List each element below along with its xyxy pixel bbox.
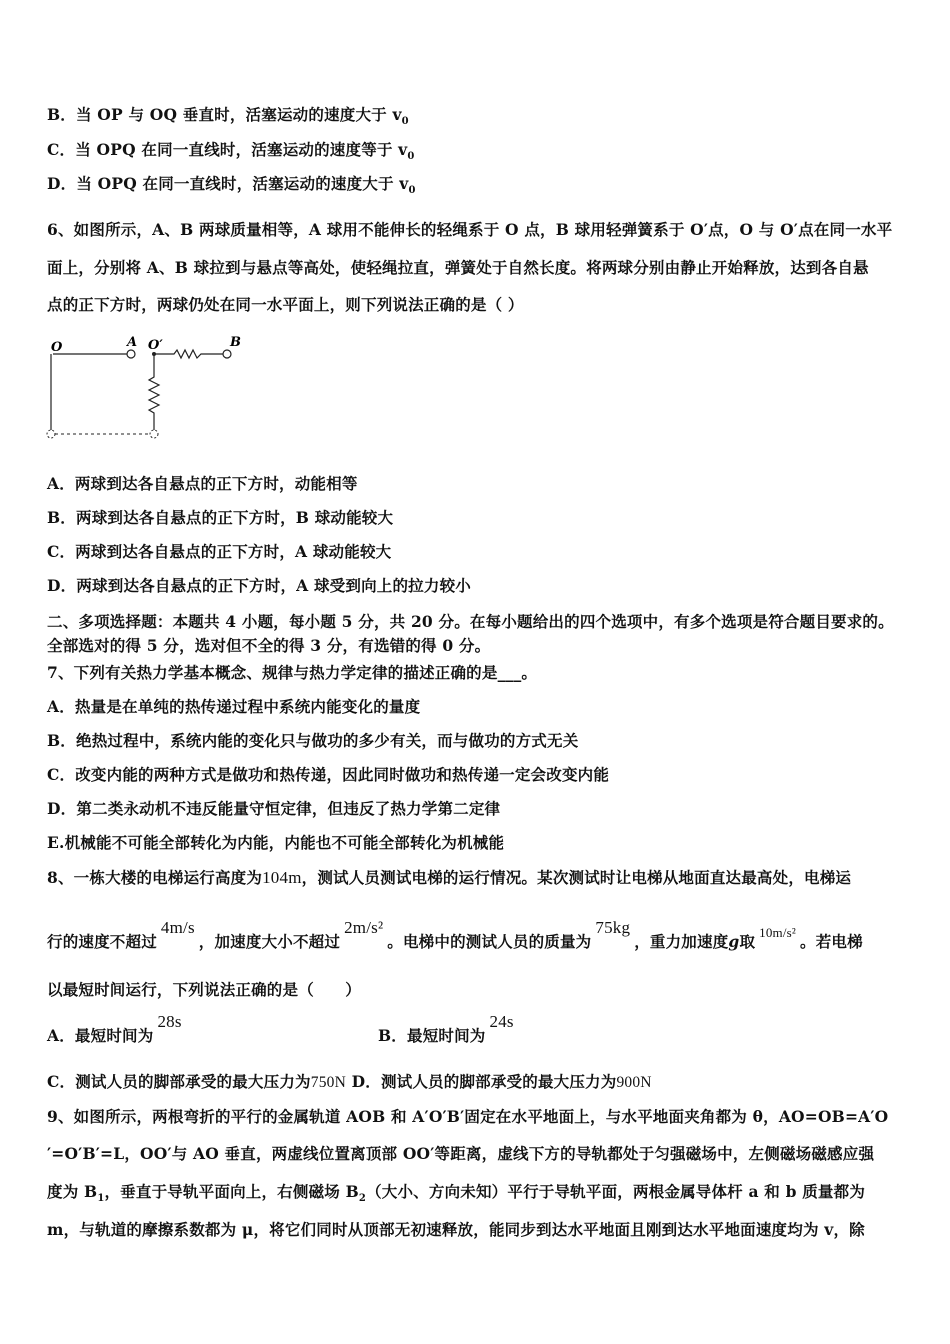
q8-option-a-value: 28s xyxy=(157,1012,182,1031)
ball-b xyxy=(223,350,231,358)
label-a: A xyxy=(127,335,138,350)
q9-line2: ′=O′B′=L，OO′与 AO 垂直，两虚线位置离顶部 OO′等距离，虚线下方的导轨都处于匀强磁场中，左侧磁场磁感应强 xyxy=(47,1144,875,1163)
q5-option-d: D．当 OPQ 在同一直线时，活塞运动的速度大于 $v_0$ xyxy=(47,174,416,197)
q8-line1: 8、一栋大楼的电梯运行高度为104m，测试人员测试电梯的运行情况。某次测试时让电梯从地面直达最高处，电梯运 xyxy=(47,868,852,887)
q6-option-b: B．两球到达各自悬点的正下方时，B 球动能较大 xyxy=(47,508,394,527)
q7-option-c: C．改变内能的两种方式是做功和热传递，因此同时做功和热传递一定会改变内能 xyxy=(47,765,610,784)
q9-line4: m，与轨道的摩擦系数都为 μ，将它们同时从顶部无初速释放，能同步到达水平地面且刚到达水平地面速度均为 v，除 xyxy=(47,1220,865,1239)
ball-a-final xyxy=(47,430,55,438)
ball-b-final xyxy=(150,430,158,438)
q6-stem-line3: 点的正下方时，两球仍处在同一水平面上，则下列说法正确的是（ ） xyxy=(47,295,524,314)
section2-line2: 全部选对的得 5 分，选对但不全的得 3 分，有选错的得 0 分。 xyxy=(47,636,491,655)
q6-option-a: A．两球到达各自悬点的正下方时，动能相等 xyxy=(47,474,358,493)
q8-option-c-value: 750N xyxy=(310,1074,346,1091)
q8-options-cd: C．测试人员的脚部承受的最大压力为750N D．测试人员的脚部承受的最大压力为900N xyxy=(47,1072,652,1091)
q7-option-e: E.机械能不可能全部转化为内能，内能也不可能全部转化为机械能 xyxy=(47,833,505,852)
q8-line2: 行的速度不超过4m/s，加速度大小不超过2m/s²。电梯中的测试人员的质量为75kg，重力加速度g取 $^{10m/s^2}$ 。若电梯 xyxy=(47,918,863,951)
section2-line1: 二、多项选择题：本题共 4 小题，每小题 5 分，共 20 分。在每小题给出的四个选项中，有多个选项是符合题目要求的。 xyxy=(47,612,894,631)
q7-option-b: B．绝热过程中，系统内能的变化只与做功的多少有关，而与做功的方式无关 xyxy=(47,731,579,750)
spring-horizontal xyxy=(154,350,223,358)
label-b: B xyxy=(230,335,241,350)
label-o-prime: O′ xyxy=(148,338,163,353)
q8-accel: 2m/s² xyxy=(344,918,384,937)
q8-option-b: B．最短时间为24s xyxy=(378,1012,514,1045)
q6-option-c: C．两球到达各自悬点的正下方时，A 球动能较大 xyxy=(47,542,392,561)
q8-gval: 10m/s² xyxy=(759,925,797,940)
q6-stem-line2: 面上，分别将 A、B 球拉到与悬点等高处，使轻绳拉直，弹簧处于自然长度。将两球分别由静止开始释放，达到各自悬 xyxy=(47,258,869,277)
q8-option-a: A．最短时间为28s xyxy=(47,1012,182,1045)
q5-option-b: B．当 OP 与 OQ 垂直时，活塞运动的速度大于 $v_0$ xyxy=(47,105,409,128)
q6-option-d: D．两球到达各自悬点的正下方时，A 球受到向上的拉力较小 xyxy=(47,576,471,595)
q8-mass: 75kg xyxy=(595,918,631,937)
q9-line3: 度为 $B_1$，垂直于导轨平面向上，右侧磁场 $B_2$（大小、方向未知）平行于导轨平面，两根金属导体杆 a 和 b 质量都为 xyxy=(47,1182,866,1205)
q8-line3: 以最短时间运行，下列说法正确的是（ ） xyxy=(47,980,362,999)
q8-height: 104m xyxy=(262,868,302,887)
q7-option-d: D．第二类永动机不违反能量守恒定律，但违反了热力学第二定律 xyxy=(47,799,501,818)
q9-line1: 9、如图所示，两根弯折的平行的金属轨道 AOB 和 A′O′B′固定在水平地面上，与水平地面夹角都为 θ，AO=OB=A′O xyxy=(47,1107,889,1126)
ball-a xyxy=(127,350,135,358)
q5-option-c: C．当 OPQ 在同一直线时，活塞运动的速度等于 $v_0$ xyxy=(47,140,415,163)
q8-option-d-value: 900N xyxy=(616,1074,652,1091)
label-o: O xyxy=(51,340,63,355)
pendulum-spring-figure xyxy=(44,333,254,448)
q6-stem-line1: 6、如图所示，A、B 两球质量相等，A 球用不能伸长的轻绳系于 O 点，B 球用轻弹簧系于 O′点，O 与 O′点在同一水平 xyxy=(47,220,893,239)
q7-option-a: A．热量是在单纯的热传递过程中系统内能变化的量度 xyxy=(47,697,421,716)
spring-vertical xyxy=(149,354,159,430)
q8-speed: 4m/s xyxy=(160,918,195,937)
q8-option-b-value: 24s xyxy=(489,1012,514,1031)
q7-stem: 7、下列有关热力学基本概念、规律与热力学定律的描述正确的是___。 xyxy=(47,663,538,682)
